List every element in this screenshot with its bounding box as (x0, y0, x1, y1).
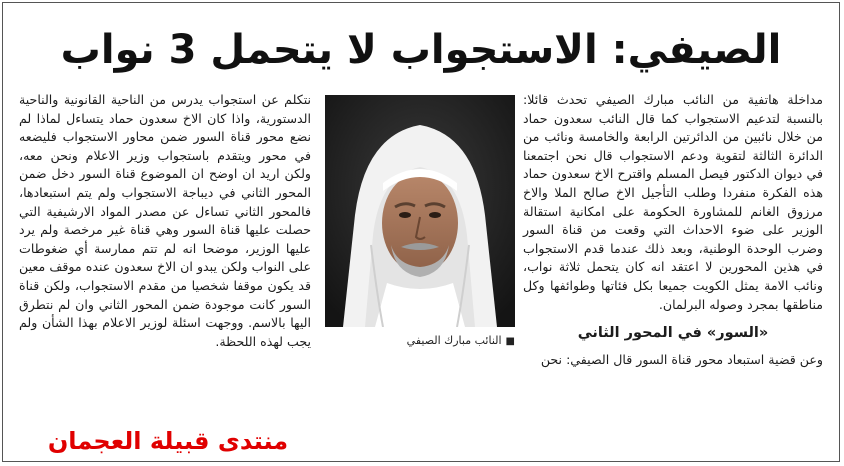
headline: الصيفي: الاستجواب لا يتحمل 3 نواب (60, 27, 782, 73)
portrait-photo (325, 95, 515, 327)
left-column (19, 91, 311, 351)
right-column-paragraph-2: وعن قضية استبعاد محور قناة السور قال الصيفي: نحن (540, 351, 823, 367)
right-column (523, 91, 823, 369)
left-column-paragraph-1: نتكلم عن استجواب يدرس من الناحية القانونية والناحية الدستورية، واذا كان الاخ سعدون حماد يتساءل لماذا لم نضع محور قناة السور ضمن محاور الاستجواب فليضعه في محور ويتقدم باستجواب وزير الاعلام ونحن معه، ولكن اريد ان اوضح ان الموضوع قناة السور دخل ضمن المحور الثاني في ديباجة الاستجواب ولم يتم استبعادها، فالمحور الثاني تساءل عن مصدر المواد الارشيفية التي حصلت عليها قناة السور وهي قناة غير مرخصة ولم يرد عليها الوزير، موضحا انه لم تتم ممارسة أي ضغوطات على النواب ولكن يبدو ان الاخ سعدون عنده موقف معين قد يكون موقفا شخصيا من مقدم الاستجواب، ولكن قناة السور كانت موجودة ضمن المحور الثاني وان لم نتطرق اليها بالاسم. ووجهت اسئلة لوزير الاعلام بهذا الشأن ولم يجب لهذه اللحظة. (19, 92, 311, 349)
section-subhead: «السور» في المحور الثاني (577, 325, 769, 342)
portrait-illustration (325, 95, 515, 327)
article-frame (2, 2, 840, 462)
forum-watermark: منتدى قبيلة العجمان (47, 427, 289, 455)
caption-bullet-icon: ■ (505, 336, 515, 347)
photo-caption-text: النائب مبارك الصيفي (406, 334, 502, 347)
right-column-paragraph-1: مداخلة هاتفية من النائب مبارك الصيفي تحدث قائلا: بالنسبة لتدعيم الاستجواب كما قال النائب سعدون حماد من خلال نائبين من الدائرتين الرابعة والخامسة ونائب من الدائرة الثالثة لتقوية ودعم الاستجواب قال نحن اجتمعنا في ديوان الدكتور فيصل المسلم واقترح الاخ سعدون حماد هذه الفكرة منفردا وطلب التأجيل الاخ صالح الملا والاخ مرزوق الغانم للمشاورة الحكومة على امكانية استقالة الوزير على ضوء الاحداث التي وقعت من قناة السور وضرب الوحدة الوطنية، وبعد ذلك عندما قدم الاستجواب في هذين المحورين لا اعتقد انه كان يتحمل ثلاثة نواب، ونائب الامة يمثل الكويت جميعا بكل فئاتها وطوائفها وكل مناطقها بمجرد وصوله البرلمان. (523, 92, 823, 312)
photo-caption (325, 333, 515, 350)
